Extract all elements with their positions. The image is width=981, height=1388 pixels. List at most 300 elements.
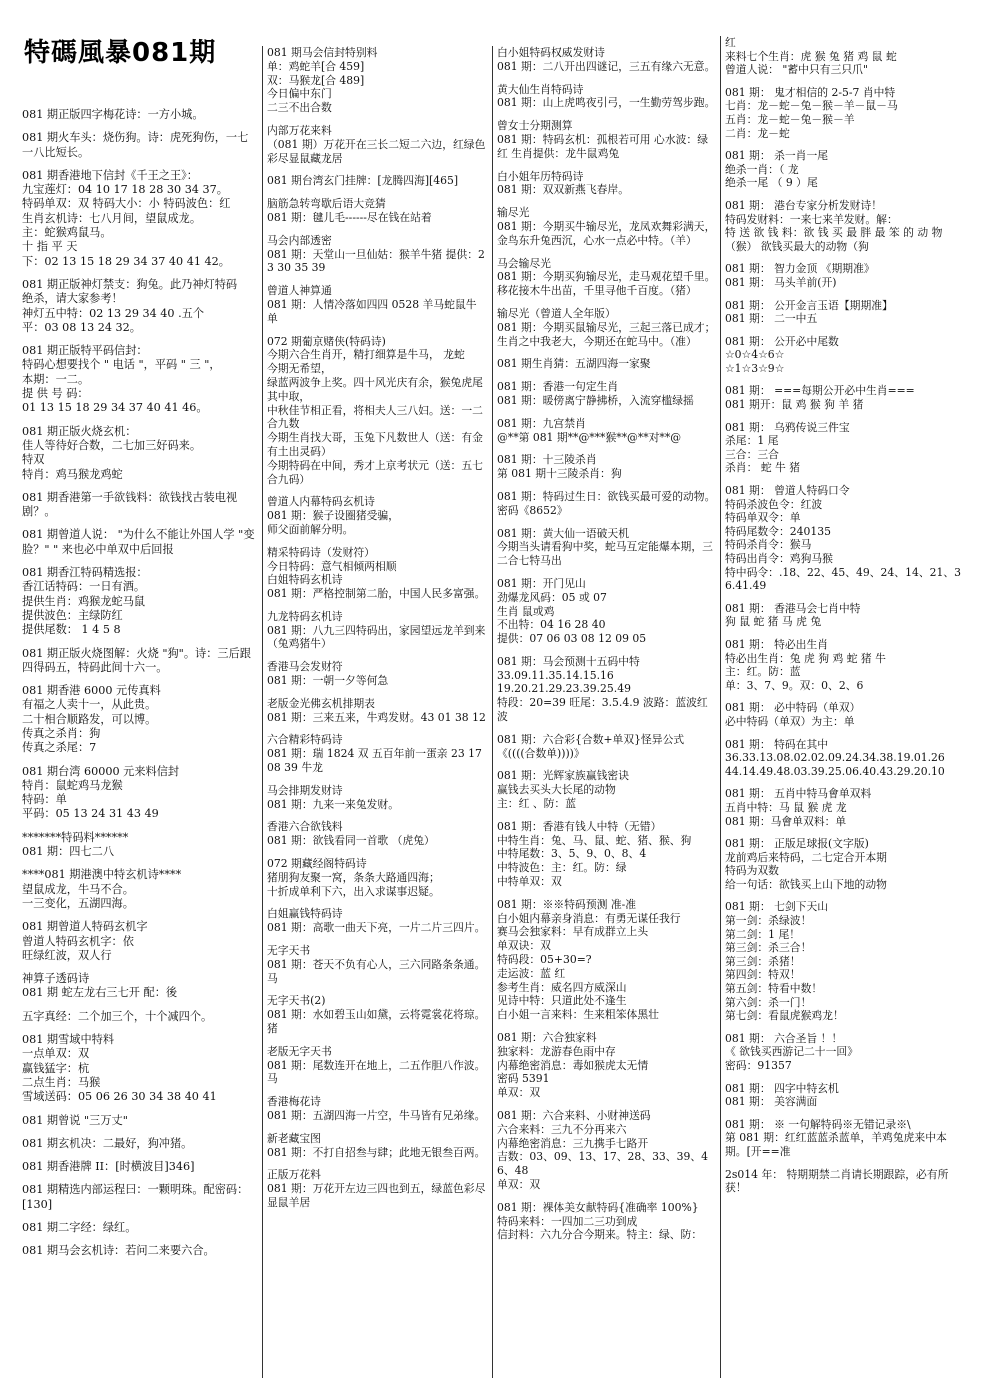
text-line: 第 081 期：红红蓝蓝杀蓝单，羊鸡兔虎来中本期。[开==准 bbox=[725, 1131, 947, 1158]
text-line: 无字天书(2) bbox=[267, 994, 326, 1008]
text-line: 081 期：双双新燕飞春岸。 bbox=[497, 183, 630, 197]
text-line: 081 期：严格控制第二胎，中国人民多富强。 bbox=[267, 587, 486, 601]
text-block bbox=[725, 299, 962, 326]
text-line: 平码：05 13 24 31 43 49 bbox=[22, 807, 159, 821]
text-block bbox=[725, 262, 962, 289]
text-block bbox=[267, 944, 490, 985]
text-line: 第三剑：杀猪！ bbox=[725, 954, 801, 968]
text-line: 2s014 年： 特期期禁二肖请长期跟踪，必有所获！ bbox=[725, 1167, 949, 1195]
text-line: 绝杀，请大家参考！ bbox=[22, 292, 123, 306]
text-line: 二肖：龙－蛇 bbox=[725, 126, 790, 140]
text-line: 龙前鸡后来特码，二七定合开本期 bbox=[725, 850, 887, 864]
text-line: 081 期： 公开金言玉语【期期准】 bbox=[725, 298, 893, 312]
text-line: ☆0☆4☆6☆ bbox=[725, 348, 785, 362]
text-line: ☆1☆3☆9☆ bbox=[725, 361, 785, 375]
text-block bbox=[267, 284, 490, 325]
text-line: 081 期正版四字梅花诗：一方小城。 bbox=[22, 108, 204, 121]
text-line: 主：红。防：蓝 bbox=[725, 665, 801, 679]
text-line: 081 期曾说 "三万丈" bbox=[22, 1113, 128, 1127]
text-block bbox=[22, 647, 258, 676]
text-line: 081 期：水如碧玉山如黛，云将霓裳花将琼。猪 bbox=[267, 1008, 486, 1036]
text-block bbox=[497, 577, 718, 646]
text-line: 曾道人说： "蓄中只有三只爪" bbox=[725, 63, 868, 77]
text-line: 杀肖： 蛇 牛 猪 bbox=[725, 461, 801, 475]
text-block bbox=[22, 169, 258, 269]
text-block bbox=[497, 206, 718, 247]
text-line: 中特生肖：兔、马、鼠、蛇、猪、猴、狗 bbox=[497, 833, 692, 847]
text-block bbox=[725, 1118, 962, 1159]
text-line: 081 期： 鬼才相信的 2-5-7 肖中特 bbox=[725, 85, 896, 99]
text-line: 081 期正版特平码信封： bbox=[22, 344, 148, 358]
text-line: 佳人等待好合数，二七加三好码来。 bbox=[22, 438, 202, 452]
text-block bbox=[497, 527, 718, 568]
text-block bbox=[725, 199, 962, 253]
text-line: 黄大仙生肖特码诗 bbox=[497, 82, 584, 96]
text-line: 081 期：一朝一夕等何急 bbox=[267, 674, 389, 688]
text-block bbox=[725, 1082, 962, 1109]
text-line: 中特单双：双 bbox=[497, 875, 562, 889]
text-line: 信封料：六九分合今期来。特主：绿、防： bbox=[497, 1228, 703, 1242]
text-block bbox=[267, 124, 490, 165]
text-block bbox=[725, 1168, 962, 1195]
text-line: 081 期： 杀一肖一尾 bbox=[725, 149, 829, 163]
column-3 bbox=[492, 46, 718, 1378]
text-line: 特双 bbox=[22, 453, 45, 467]
text-line: 081 期马会信封特别料 bbox=[267, 46, 378, 59]
text-line: 主：蛇猴鸡鼠马。 bbox=[22, 226, 112, 240]
text-line: 神灯五中特：02 13 29 34 40 .五个 bbox=[22, 306, 205, 320]
text-line: 081 期正版火烧玄机： bbox=[22, 424, 137, 438]
text-block bbox=[22, 1114, 258, 1128]
text-block bbox=[267, 335, 490, 487]
text-line: 081 期：今期买狗输尽光，走马观花望千里。移花接木牛出苗，千里寻他千百度。（猪） bbox=[497, 270, 716, 298]
text-line: 081 期：万花开左边三四也到五，绿蓝色彩尽显鼠羊居 bbox=[267, 1182, 486, 1209]
text-line: 081 期香江特码精选报： bbox=[22, 566, 148, 580]
text-block bbox=[497, 769, 718, 810]
text-line: 特中码令：.18、22、45、49、24、14、21、36.41.49 bbox=[725, 565, 962, 593]
text-line: 081 期雪域中特料 bbox=[22, 1033, 115, 1047]
text-line: 内幕绝密消息：毒如猴虎太无情 bbox=[497, 1058, 649, 1072]
text-line: 081 期： 二一中五 bbox=[725, 312, 818, 326]
text-block bbox=[22, 491, 258, 520]
text-line: 081 期：六合来料、小财神送码 bbox=[497, 1109, 651, 1122]
text-block bbox=[497, 357, 718, 371]
text-line: 传真之杀肖：狗 bbox=[22, 726, 101, 740]
text-line: 081 期：瑞 1824 双 五百年前一蛋亲 23 17 08 39 牛龙 bbox=[267, 747, 482, 775]
text-line: 081 期：六合独家料 bbox=[497, 1031, 597, 1045]
text-line: 081 期：香港有钱人中特（无错） bbox=[497, 819, 662, 833]
text-line: 内幕绝密消息：三九携手七路开 bbox=[497, 1136, 649, 1150]
text-line: 081 期：天堂山一旦仙姑：猴羊牛猪 提供：23 30 35 39 bbox=[267, 247, 485, 275]
text-block bbox=[725, 787, 962, 828]
text-block bbox=[267, 994, 490, 1035]
text-block bbox=[267, 1095, 490, 1123]
text-block bbox=[22, 108, 258, 122]
text-line: 旺绿红波，双人行 bbox=[22, 948, 112, 962]
text-block bbox=[22, 972, 258, 1001]
text-line: 吉数：03、09、13、17、28、33、39、46、48 bbox=[497, 1150, 709, 1178]
text-line: 081 期：尾数连开在地上，二五作胆八作波。马 bbox=[267, 1058, 486, 1086]
text-block bbox=[22, 868, 258, 911]
text-block bbox=[725, 484, 962, 593]
text-block bbox=[497, 170, 718, 198]
text-line: 081 期：马會单双料：单 bbox=[725, 814, 847, 828]
text-block bbox=[22, 344, 258, 415]
text-line: 081 期：今期买鼠输尽光，三起三落已成才；生肖之中我老大，今期还在蛇马中。（准） bbox=[497, 320, 716, 348]
text-block bbox=[267, 610, 490, 651]
text-line: 马会内部透密 bbox=[267, 233, 332, 247]
text-block bbox=[267, 546, 490, 601]
text-line: 081 期： 曾道人特码口令 bbox=[725, 484, 850, 498]
text-line: 今日偏中东门 bbox=[267, 87, 332, 101]
text-block bbox=[725, 602, 962, 629]
text-block bbox=[725, 638, 962, 692]
text-line: 香港六合欲钱料 bbox=[267, 820, 343, 834]
text-line: 44.14.49.48.03.39.25.06.40.43.29.20.10 bbox=[725, 764, 945, 778]
text-line: 密码 5391 bbox=[497, 1072, 550, 1086]
text-line: 081 期台湾 60000 元来料信封 bbox=[22, 764, 180, 778]
text-line: 二点生肖：马猴 bbox=[22, 1075, 101, 1089]
text-line: 081 期： 四字中特玄机 bbox=[725, 1081, 839, 1095]
text-block bbox=[497, 257, 718, 298]
text-line: 081 期：裸体美女献特码{准确率 100%} bbox=[497, 1200, 699, 1214]
text-line: （081 期）万花开在三长二短二六边，红绿色彩尽显鼠藏龙居 bbox=[267, 137, 486, 165]
text-line: 特必出生肖：兔 虎 狗 鸡 蛇 猪 牛 bbox=[725, 651, 886, 665]
text-block bbox=[22, 684, 258, 755]
text-line: 绿蓝两波争上奖。四十风光庆有余，猴兔虎尾其中取， bbox=[267, 375, 483, 403]
text-line: 主：红 、防：蓝 bbox=[497, 797, 577, 811]
text-line: 赢钱去买头大长尾的动物 bbox=[497, 783, 616, 797]
text-line: 香港马会发财符 bbox=[267, 660, 343, 674]
text-line: 老版金光佛玄机排期表 bbox=[267, 696, 375, 710]
text-line: 马会输尽光 bbox=[497, 256, 551, 270]
text-block bbox=[22, 1137, 258, 1151]
text-block bbox=[22, 131, 258, 160]
text-line: 曾道人特码玄机字：依 bbox=[22, 934, 134, 948]
text-line: 081 期：人情冷落如四四 0528 羊马蛇鼠牛 单 bbox=[267, 297, 477, 325]
text-line: 第 081 期十三陵杀肖：狗 bbox=[497, 467, 622, 481]
text-line: 081 期：二八开出四谜记，三五有缘六无意。 bbox=[497, 59, 716, 73]
text-line: 第一剑：杀绿波！ bbox=[725, 914, 812, 928]
text-line: 内部万花来料 bbox=[267, 123, 332, 137]
text-line: 十 指 平 天 bbox=[22, 240, 78, 254]
text-line: 一点单双：双 bbox=[22, 1047, 90, 1061]
text-line: 输尽光（曾道人全年版） bbox=[497, 306, 616, 320]
text-line: 081 期台湾玄门挂牌：[龙腾四海][465] bbox=[267, 174, 459, 188]
text-line: 081 期：欲钱看同一首歌 （虎兔） bbox=[267, 834, 435, 848]
text-line: （猴） 欲钱买最大的动物（狗 bbox=[725, 239, 869, 253]
text-line: 特段：20=39 旺尾：3.5.4.9 波路：蓝波红波 bbox=[497, 696, 708, 724]
text-line: 081 期火车头：烧伤狗。诗：虎死狗伤，一七一八比短长。 bbox=[22, 131, 249, 159]
text-block bbox=[22, 831, 258, 860]
text-line: 十折成单利下六，出入求谋事迟疑。 bbox=[267, 884, 440, 898]
text-line: 《 欲钱买西游记二十一回》 bbox=[725, 1045, 858, 1059]
text-line: 081 期： 五肖中特马會单双料 bbox=[725, 787, 872, 801]
text-line: 中特尾数：3、5、9、0、8、4 bbox=[497, 847, 647, 861]
text-line: 081 期： 乌鸦传说三件宝 bbox=[725, 420, 850, 434]
text-line: 给一句话：欲钱买上山下地的动物 bbox=[725, 877, 887, 891]
text-line: 猪朋狗友聚一窝，条条大路通四海； bbox=[267, 870, 440, 884]
text-line: 生肖 鼠或鸡 bbox=[497, 604, 555, 618]
text-line: 特码为双数 bbox=[725, 864, 779, 878]
text-line: 081 期： 特码在其中 bbox=[725, 737, 829, 751]
text-block bbox=[497, 46, 718, 74]
text-block bbox=[497, 898, 718, 1022]
text-block bbox=[22, 566, 258, 637]
text-line: 提供尾数： 1 4 5 8 bbox=[22, 623, 121, 637]
text-line: 081 期曾道人说： "为什么不能让外国人学 "变脸？" " 来也必中单双中后回报 bbox=[22, 528, 255, 556]
text-line: 参考生肖：威名四方威深山 bbox=[497, 980, 627, 994]
text-block bbox=[267, 784, 490, 812]
text-line: 081 期：八九三四特码出，家园望远龙羊到来（兔鸡猪牛） bbox=[267, 623, 486, 651]
text-line: 081 期二字经：绿红。 bbox=[22, 1221, 137, 1234]
text-line: 081 期：三来五来，牛鸡发财。43 01 38 12 bbox=[267, 710, 486, 724]
text-line: 中特波色：主：红。防：绿 bbox=[497, 861, 627, 875]
text-line: 马会排期发财诗 bbox=[267, 783, 343, 797]
text-line: 精采特码诗（发财符） bbox=[267, 545, 375, 559]
text-line: 二三不出合数 bbox=[267, 101, 332, 115]
text-block bbox=[497, 83, 718, 111]
text-line: 081 期：十三陵杀肖 bbox=[497, 453, 597, 467]
text-line: 单双：双 bbox=[497, 1086, 541, 1100]
text-line: 赢钱猛字：杭 bbox=[22, 1061, 90, 1075]
text-block bbox=[725, 738, 962, 779]
text-block bbox=[497, 417, 718, 445]
text-block bbox=[267, 820, 490, 848]
text-line: 081 期香港第一手欲钱料：欲钱找古装电视剧？。 bbox=[22, 490, 238, 519]
column-4 bbox=[720, 36, 962, 1378]
text-line: 081 期： ===每期公开必中生肖=== bbox=[725, 384, 915, 398]
text-line: 提 供 号 码： bbox=[22, 387, 89, 401]
text-line: 不出特：04 16 28 40 bbox=[497, 618, 606, 632]
text-line: 提供波色：主绿防红 bbox=[22, 608, 123, 622]
text-block bbox=[725, 421, 962, 475]
text-line: 081 期：特码玄机：孤根若可用 心水波：绿红 生肖提供：龙牛鼠鸡兔 bbox=[497, 132, 709, 160]
text-line: 有福之人卖十一，从此贵。 bbox=[22, 698, 157, 712]
text-line: 081 期精选内部运程曰：一颗明珠。配密码：[130] bbox=[22, 1183, 249, 1211]
text-line: 必中特码（单双）为主：单 bbox=[725, 714, 855, 728]
text-block bbox=[497, 820, 718, 889]
text-block bbox=[267, 733, 490, 774]
text-line: 杀尾：1 尾 bbox=[725, 434, 779, 448]
text-line: 五肖：龙－蛇－兔－猴－羊 bbox=[725, 112, 855, 126]
text-line: 081 期： 港台专家分析发财诗！ bbox=[725, 198, 883, 212]
text-line: 狗 鼠 蛇 猪 马 虎 兔 bbox=[725, 615, 822, 629]
text-block bbox=[725, 900, 962, 1022]
text-line: 本期：一二。 bbox=[22, 372, 90, 386]
text-block bbox=[497, 119, 718, 160]
text-block bbox=[22, 1033, 258, 1104]
text-line: 特码：单 bbox=[22, 793, 67, 807]
text-line: 香江话特码：一日有酒。 bbox=[22, 580, 146, 594]
text-line: 第四剑：特双！ bbox=[725, 968, 801, 982]
text-block bbox=[267, 660, 490, 688]
text-line: 081 期：※※特码预测 准-准 bbox=[497, 897, 637, 911]
text-block bbox=[725, 701, 962, 728]
text-block bbox=[22, 1221, 258, 1235]
text-block bbox=[267, 697, 490, 725]
text-line: 走运波：蓝 红 bbox=[497, 966, 566, 980]
text-line: 081 期生肖猜：五湖四海一家聚 bbox=[497, 357, 651, 371]
text-line: 081 期： 公开必中尾数 bbox=[725, 334, 839, 348]
text-line: 36.33.13.08.02.02.09.24.34.38.19.01.26 bbox=[725, 751, 945, 765]
text-line: 下：02 13 15 18 29 34 37 40 41 42。 bbox=[22, 254, 230, 268]
text-line: 今期无希望， bbox=[267, 362, 332, 376]
text-line: 081 期 蛇左龙右三七开 配：後 bbox=[22, 986, 178, 1000]
text-line: 传真之杀尾：7 bbox=[22, 741, 97, 755]
text-line: 五肖中特：马 鼠 猴 虎 龙 bbox=[725, 800, 847, 814]
text-block bbox=[267, 1045, 490, 1086]
text-block bbox=[22, 1183, 258, 1212]
text-line: 二十相合顺路发，可以博。 bbox=[22, 712, 157, 726]
text-line: @**第 081 期**@***猴**@**对**@ bbox=[497, 430, 682, 444]
text-line: 081 期香港牌 II：[时横波目]346] bbox=[22, 1160, 195, 1174]
text-line: 第五剑：特看中数！ bbox=[725, 982, 823, 996]
text-block bbox=[725, 149, 962, 190]
text-line: 望鼠成龙，牛马不合。 bbox=[22, 882, 134, 896]
text-line: 白小姐内幕亲身消息：有勇无谋任我行 bbox=[497, 911, 681, 925]
text-line: 绝杀一肖：（ 龙 bbox=[725, 162, 799, 176]
text-line: 七肖：龙－蛇－兔－猴－羊－鼠－马 bbox=[725, 99, 898, 113]
text-line: 单双诀：双 bbox=[497, 939, 551, 953]
text-line: 081 期玄机决：二最好，狗冲猪。 bbox=[22, 1136, 193, 1150]
text-line: 081 期：马会预测十五码中特 bbox=[497, 654, 640, 668]
text-line: 081 期香港地下信封《千王之王》： bbox=[22, 168, 198, 182]
text-line: 雪域送码：05 06 26 30 34 38 40 41 bbox=[22, 1090, 217, 1104]
text-line: 见诗中特：只道此处不逢生 bbox=[497, 994, 627, 1008]
text-line: 081 期：光辉家族赢钱密诀 bbox=[497, 769, 630, 783]
text-line: 第三剑：杀三合！ bbox=[725, 941, 812, 955]
text-line: 劲爆龙风码：05 或 07 bbox=[497, 590, 607, 604]
text-line: 特码出肖令：鸡狗马猴 bbox=[725, 552, 833, 565]
text-line: 单：3、7、9。双：0、2、6 bbox=[725, 678, 864, 692]
text-line: 特码发财料：一来七来羊发财。解： bbox=[725, 212, 898, 226]
text-block bbox=[267, 495, 490, 536]
text-block bbox=[267, 174, 490, 188]
text-line: 《((((合数单))))》 bbox=[497, 746, 585, 760]
text-block bbox=[22, 920, 258, 963]
text-block bbox=[497, 733, 718, 761]
text-line: 白小姐年历特码诗 bbox=[497, 169, 584, 183]
text-line: 中秋佳节相正看，将相夫人三八妇。送：一二合九数 bbox=[267, 403, 483, 431]
text-line: 单双：双 bbox=[497, 1177, 541, 1191]
text-line: 081 期：毽儿毛------尽在钱在站着 bbox=[267, 210, 432, 224]
text-block bbox=[22, 1160, 258, 1174]
text-line: 红 bbox=[725, 36, 736, 49]
text-block bbox=[497, 380, 718, 408]
text-line: 081 期： ※ 一句解特码※无错记录※\ bbox=[725, 1117, 911, 1131]
text-block bbox=[22, 425, 258, 482]
text-line: 白小姐一言来料：生来粗笨体黑壮 bbox=[497, 1008, 659, 1022]
text-line: 081 期：不打自招叁与肆；此地无银叁百两。 bbox=[267, 1145, 486, 1159]
text-line: 081 期：九来一来兔发财。 bbox=[267, 797, 400, 811]
text-block bbox=[497, 1031, 718, 1100]
text-line: 081 期：猴子设圈猪受骗， bbox=[267, 509, 400, 523]
column-1 bbox=[22, 108, 258, 1378]
text-line: 081 期： 特必出生肖 bbox=[725, 637, 829, 651]
text-line: 081 期开：鼠 鸡 猴 狗 羊 猪 bbox=[725, 398, 864, 412]
text-line: 九龙特码玄机诗 bbox=[267, 609, 343, 623]
text-line: 今期当头请看狗中奖，蛇马互定能爆本期，三二合七特马出 bbox=[497, 540, 713, 568]
text-line: 平：03 08 13 24 32。 bbox=[22, 320, 141, 334]
text-line: 081 期： 马头羊前(开) bbox=[725, 275, 837, 289]
text-line: 081 期：高歌一曲天下亮，一片二片三四片。 bbox=[267, 921, 486, 935]
text-block bbox=[497, 490, 718, 518]
text-block bbox=[497, 1201, 718, 1242]
text-line: 081 期：香港一句定生肖 bbox=[497, 380, 619, 394]
text-line: 白姐特码玄机诗 bbox=[267, 573, 343, 587]
text-block bbox=[725, 1032, 962, 1073]
text-line: 081 期： 六合圣旨 ！！ bbox=[725, 1031, 843, 1045]
text-block bbox=[267, 197, 490, 225]
text-line: 曾道人神算通 bbox=[267, 284, 332, 298]
text-line: 072 期藏经阁特码诗 bbox=[267, 857, 367, 871]
text-line: 单：鸡蛇羊[合 459] bbox=[267, 59, 365, 73]
text-line: 081 期曾道人特码玄机字 bbox=[22, 920, 148, 934]
text-line: 老版无字天书 bbox=[267, 1044, 332, 1058]
text-line: 三合：三合 bbox=[725, 447, 779, 461]
text-line: *******特码料****** bbox=[22, 830, 129, 844]
text-line: 081 期：五湖四海一片空，牛马皆有兄弟缘。 bbox=[267, 1109, 486, 1122]
text-line: 第六剑：杀一门！ bbox=[725, 995, 812, 1009]
text-line: 081 期：暖傍离宁静拂桥，入流穿槛绿摇 bbox=[497, 393, 694, 407]
text-line: 081 期：六合彩{合数+单双}怪异公式 bbox=[497, 732, 685, 746]
text-line: 白小姐特码权威发财诗 bbox=[497, 46, 605, 59]
text-line: 五字真经：二个加三个，十个减四个。 bbox=[22, 1009, 213, 1023]
text-block bbox=[725, 86, 962, 140]
text-block bbox=[22, 528, 258, 557]
text-line: 081 期：黄大仙一语破天机 bbox=[497, 526, 630, 540]
text-line: 六合来料：三九不分再来六 bbox=[497, 1122, 627, 1136]
text-block bbox=[497, 453, 718, 481]
text-line: 正版万花料 bbox=[267, 1168, 321, 1182]
text-block bbox=[267, 857, 490, 898]
text-line: 特码心想要找个 " 电话 "，平码 " 三 "， bbox=[22, 358, 221, 372]
text-line: 072 期葡京赌侠(特码诗) bbox=[267, 334, 386, 348]
text-line: 双：马猴龙[合 489] bbox=[267, 73, 365, 87]
text-block bbox=[725, 384, 962, 411]
text-line: 赛马会独家料：早有成群立上头 bbox=[497, 925, 649, 939]
text-line: 33.09.11.35.14.15.16 bbox=[497, 668, 614, 682]
text-line: 081 期： 美容满面 bbox=[725, 1095, 818, 1109]
text-block bbox=[267, 234, 490, 275]
text-line: 生肖玄机诗：七八月间，望鼠成龙。 bbox=[22, 211, 202, 225]
text-line: 香港梅花诗 bbox=[267, 1095, 321, 1109]
text-line: 六合精彩特码诗 bbox=[267, 733, 343, 747]
text-line: 特肖：鼠蛇鸡马龙猴 bbox=[22, 778, 123, 792]
text-line: 提供生肖：鸡猴龙蛇马鼠 bbox=[22, 594, 146, 608]
text-line: 九宝莲灯：04 10 17 18 28 30 34 37。 bbox=[22, 183, 228, 197]
text-line: 081 期：四七二八 bbox=[22, 845, 115, 859]
text-line: 081 期马会玄机诗：若问二来要六合。 bbox=[22, 1244, 215, 1258]
text-line: 曾女士分期测算 bbox=[497, 119, 573, 133]
text-line: 特码杀肖令：猴马 bbox=[725, 538, 812, 552]
text-line: 特码单双：双 特码大小：小 特码波色：红 bbox=[22, 197, 231, 211]
text-block bbox=[267, 907, 490, 935]
text-block bbox=[725, 36, 962, 77]
text-line: 081 期： 七剑下天山 bbox=[725, 900, 829, 914]
text-line: 白姐赢钱特码诗 bbox=[267, 907, 343, 921]
text-line: 绝杀一尾 （ 9 ）尾 bbox=[725, 176, 818, 190]
text-line: ****081 期港澳中特玄机诗**** bbox=[22, 868, 182, 882]
text-block bbox=[497, 307, 718, 348]
text-line: 特码尾数令：240135 bbox=[725, 524, 831, 538]
text-line: 081 期： 正版足球报(文字版) bbox=[725, 837, 869, 851]
text-line: 独家料：龙游春色雨中存 bbox=[497, 1044, 616, 1058]
text-block bbox=[497, 655, 718, 724]
text-line: 081 期正版神灯禁支：狗兔。此乃神灯特码 bbox=[22, 277, 238, 291]
text-line: 神算子透码诗 bbox=[22, 972, 90, 986]
